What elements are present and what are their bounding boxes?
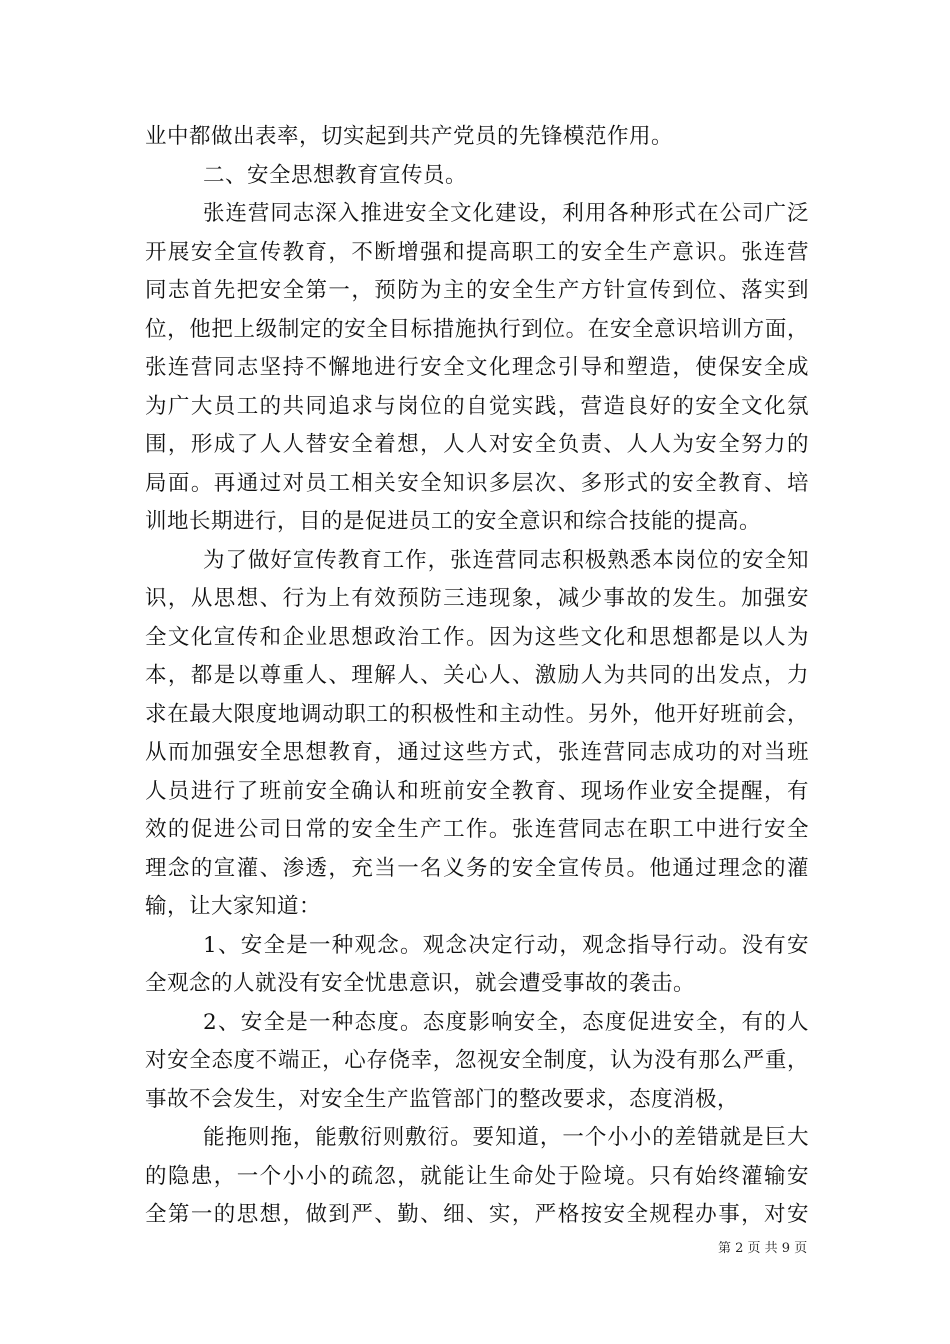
text-line: 同志首先把安全第一，预防为主的安全生产方针宣传到位、落实到 [145,278,809,303]
text-line: 全第一的思想，做到严、勤、细、实，严格按安全规程办事，对安 [145,1202,809,1227]
text-line: 位，他把上级制定的安全目标措施执行到位。在安全意识培训方面， [145,316,809,342]
text-line: 业中都做出表率，切实起到共产党员的先锋模范作用。 [145,124,674,149]
text-line: 理念的宣灌、渗透，充当一名义务的安全宣传员。他通过理念的灌 [145,855,809,881]
text-line: 能拖则拖，能敷衍则敷衍。要知道，一个小小的差错就是巨大 [203,1125,809,1150]
text-line: 局面。再通过对员工相关安全知识多层次、多形式的安全教育、培 [145,470,809,496]
text-line: 为广大员工的共同追求与岗位的自觉实践，营造良好的安全文化氛 [145,393,809,419]
page-number-footer: 第 2 页 共 9 页 [718,1241,808,1256]
text-line: 的隐患，一个小小的疏忽，就能让生命处于险境。只有始终灌输安 [145,1163,809,1189]
text-line: 围，形成了人人替安全着想，人人对安全负责、人人为安全努力的 [145,432,809,457]
text-line: 开展安全宣传教育，不断增强和提高职工的安全生产意识。张连营 [145,239,809,265]
text-line: 事故不会发生，对安全生产监管部门的整改要求，态度消极， [145,1086,740,1112]
text-line: 张连营同志深入推进安全文化建设，利用各种形式在公司广泛 [203,201,809,226]
text-line: 全观念的人就没有安全忧患意识，就会遭受事故的袭击。 [145,971,696,996]
text-line: 为了做好宣传教育工作，张连营同志积极熟悉本岗位的安全知 [203,547,809,573]
text-line: 人员进行了班前安全确认和班前安全教育、现场作业安全提醒，有 [145,778,809,804]
text-line: 从而加强安全思想教育，通过这些方式，张连营同志成功的对当班 [145,740,809,765]
text-line: 训地长期进行，目的是促进员工的安全意识和综合技能的提高。 [145,509,762,534]
list-item: 1、安全是一种观念。观念决定行动，观念指导行动。没有安 [203,932,809,958]
text-line: 本，都是以尊重人、理解人、关心人、激励人为共同的出发点，力 [145,663,809,688]
text-line: 对安全态度不端正，心存侥幸，忽视安全制度，认为没有那么严重， [145,1048,809,1073]
text-line: 张连营同志坚持不懈地进行安全文化理念引导和塑造，使保安全成 [145,355,809,380]
body-text [145,118,809,1235]
text-line: 识，从思想、行为上有效预防三违现象，减少事故的发生。加强安 [145,586,809,611]
text-line: 求在最大限度地调动职工的积极性和主动性。另外，他开好班前会， [145,701,809,727]
text-line: 全文化宣传和企业思想政治工作。因为这些文化和思想都是以人为 [145,624,809,650]
text-line: 效的促进公司日常的安全生产工作。张连营同志在职工中进行安全 [145,817,809,842]
text-line: 输，让大家知道： [145,894,322,919]
list-item: 2、安全是一种态度。态度影响安全，态度促进安全，有的人 [203,1009,809,1035]
section-heading: 二、安全思想教育宣传员。 [203,162,468,188]
